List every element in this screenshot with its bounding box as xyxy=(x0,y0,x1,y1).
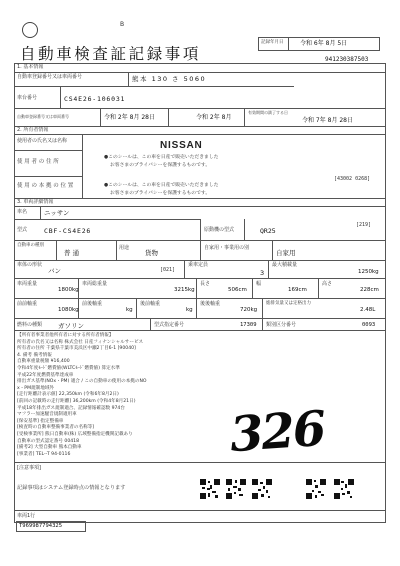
section3-code: [219] xyxy=(356,222,372,228)
class-label: 自動車の種別 xyxy=(17,243,44,248)
fr-label: 前後軸重 xyxy=(82,301,103,307)
footer-label: 車両1行 xyxy=(17,513,36,519)
ff-value: 1080kg xyxy=(58,307,79,313)
nissan-logo: NISSAN xyxy=(160,140,203,151)
model-label: 型式 xyxy=(17,227,28,233)
qr-code-5 xyxy=(334,479,354,499)
remarks-line: 自動車の型式認定番号 00418 xyxy=(17,438,80,444)
seal-stamp xyxy=(22,22,38,38)
vehicle-name-label: 車名 xyxy=(17,209,28,215)
qr-code-1 xyxy=(200,479,220,499)
chassis-label: 車台番号 xyxy=(17,95,38,101)
remarks-line: 排出ガス基準(NOx・PM) 適合 / この自動車の使用の本拠のNO xyxy=(17,379,147,385)
use-label: 用途 xyxy=(119,245,130,251)
plate-label: 自動車登録番号又は車両番号 xyxy=(17,74,83,80)
class-value: 普 通 xyxy=(64,249,80,257)
engine-label: 原動機の型式 xyxy=(204,227,235,233)
remarks-line: 自動車重量税額 ¥16,400 xyxy=(17,359,70,365)
nissan-note-1b: お客さまのプライバシーを保護するものです。 xyxy=(110,163,211,168)
qr-code-4 xyxy=(306,479,326,499)
width-value: 169cm xyxy=(288,287,307,293)
disp-value: 2.48L xyxy=(360,307,376,313)
capacity-value: 3 xyxy=(260,269,265,277)
remarks-line: 【所有者事業者他所有者に対する所有者情報】 xyxy=(17,333,114,338)
nissan-code: [43002 0268] xyxy=(334,176,371,182)
purpose-value: 自家用 xyxy=(276,249,296,257)
remarks-line: [事業者] TEL--T 94-0116 xyxy=(17,451,71,457)
body-label: 車体の形状 xyxy=(17,262,43,268)
use-value: 貨物 xyxy=(145,249,158,257)
first-reg-date-2: 令和 2年 8月 xyxy=(196,114,232,121)
owner-address-label: 使 用 者 の 住 所 xyxy=(17,159,59,165)
weight-label: 車両重量 xyxy=(17,281,38,287)
height-value: 228cm xyxy=(360,287,379,293)
remarks-line: [前回の記載時の走行距離] 36,200km (令和4年8月21日) xyxy=(17,398,136,404)
remarks-line: 平成18年排出ガス規制適合、記録情報確認数 974台 xyxy=(17,405,125,411)
first-reg-label: 自動車登録番号又は車両番号 xyxy=(17,114,69,119)
width-label: 幅 xyxy=(256,281,262,287)
class-no-value: 0093 xyxy=(362,322,376,328)
remarks-line: マフラー加速騒音規制適用車 xyxy=(17,412,77,418)
chassis-number: CS4E26-106031 xyxy=(64,95,126,103)
owner-base-label: 使 用 の 本 拠 の 位 置 xyxy=(17,183,74,189)
remarks-line: [保安基準] 指定整備車 xyxy=(17,418,64,424)
remarks-line: [走行距離計表示値] 22,350km (令和6年8月2日) xyxy=(17,392,119,398)
section1-label: 1. 基本情報 xyxy=(17,64,44,70)
notes-text: 記録事項はシステム登録時点の情報となります xyxy=(17,485,126,491)
capacity-label: 乗車定員 xyxy=(188,262,209,268)
model-no-label: 型式指定番号 xyxy=(154,322,185,328)
nissan-note-1a: ●このシールは、この車を日産で販売いただきました xyxy=(104,155,219,160)
page-title: 自動車検査証記録事項 xyxy=(20,45,202,63)
rf-value: kg xyxy=(186,307,193,313)
remarks-line: 所有者の住所 千葉県千葉市美浜区中瀬2丁目6-1 [90040] xyxy=(17,346,136,352)
issue-date-label: 記録年月日 xyxy=(261,40,284,45)
qr-code-3 xyxy=(252,479,272,499)
rr-label: 後後軸重 xyxy=(200,301,221,307)
remarks-line: 所有者の氏名又は名称 株式会社 日産フィナンシャルサービス xyxy=(17,339,144,345)
rr-value: 720kg xyxy=(240,307,258,313)
vehicle-name: ニッサン xyxy=(44,209,70,217)
nissan-note-2b: お客さまのプライバシーを保護するものです。 xyxy=(110,191,211,196)
footer-code: T969987794325 xyxy=(19,523,63,529)
nissan-note-2a: ●このシールは、この車を日産で販売いただきました xyxy=(104,183,219,188)
ff-label: 前前軸重 xyxy=(17,301,38,307)
max-load-value: 1250kg xyxy=(358,269,379,275)
fr-value: kg xyxy=(126,307,133,313)
length-value: 506cm xyxy=(228,287,247,293)
remarks-line: [検査時の自動車整備事業者の名称等] xyxy=(17,425,95,431)
remarks-line: 4. 備考 備考情報 xyxy=(17,352,52,358)
remarks-line: 平成22年度燃費基準達成車 xyxy=(17,372,74,378)
gross-value: 3215kg xyxy=(174,287,195,293)
section3-label: 3. 車両詳細情報 xyxy=(17,199,54,205)
remarks-line: [備考2] 大型自動車 熊本自動車 xyxy=(17,445,82,451)
body-code: [021] xyxy=(160,267,176,273)
weight-value: 1800kg xyxy=(58,287,79,293)
gross-label: 車両総重量 xyxy=(82,281,108,287)
form-mark: B xyxy=(120,21,125,28)
rf-label: 後前軸重 xyxy=(140,301,161,307)
handwritten-number: 326 xyxy=(228,400,327,464)
fuel-value: ガソリン xyxy=(58,322,84,330)
remarks-line: x・PM規制地域外 xyxy=(17,385,55,391)
model-no-value: 17309 xyxy=(240,322,257,328)
owner-name-label: 使用者の氏名又は名称 xyxy=(17,138,68,144)
serial-number: 941230387503 xyxy=(325,56,369,63)
expiry-label: 有効期間の満了する日 xyxy=(248,110,288,115)
model-value: CBF-CS4E26 xyxy=(44,227,92,235)
max-load-label: 最大積載量 xyxy=(272,262,298,268)
remarks-block xyxy=(17,334,257,459)
length-label: 長さ xyxy=(200,281,211,287)
height-label: 高さ xyxy=(322,281,333,287)
remarks-line: [受検事業所] 熊日自動車(株) 広域整備指定機関記載あり xyxy=(17,431,133,437)
section2-label: 2. 所有者情報 xyxy=(17,127,49,133)
qr-code-2 xyxy=(226,479,246,499)
issue-date: 令和 6年 8月 5日 xyxy=(300,40,348,47)
purpose-label: 自家用・事業用の別 xyxy=(204,245,250,251)
expiry-date: 令和 7年 8月 28日 xyxy=(302,117,353,124)
fuel-label: 燃料の種類 xyxy=(17,322,43,328)
body-value: バン xyxy=(48,267,61,275)
plate-number: 熊本 130 さ 5060 xyxy=(132,75,207,83)
notes-label: [注意事項] xyxy=(17,465,41,471)
engine-value: QR25 xyxy=(260,227,276,235)
disp-label: 総排気量又は定格出力 xyxy=(266,301,311,306)
remarks-line: 令和4年度ﾓｰﾄﾞ燃費値(WLTCﾓｰﾄﾞ燃費値) 算定水準 xyxy=(17,365,120,371)
class-no-label: 類別区分番号 xyxy=(266,322,297,328)
first-reg-date: 令和 2年 8月 28日 xyxy=(104,114,155,121)
